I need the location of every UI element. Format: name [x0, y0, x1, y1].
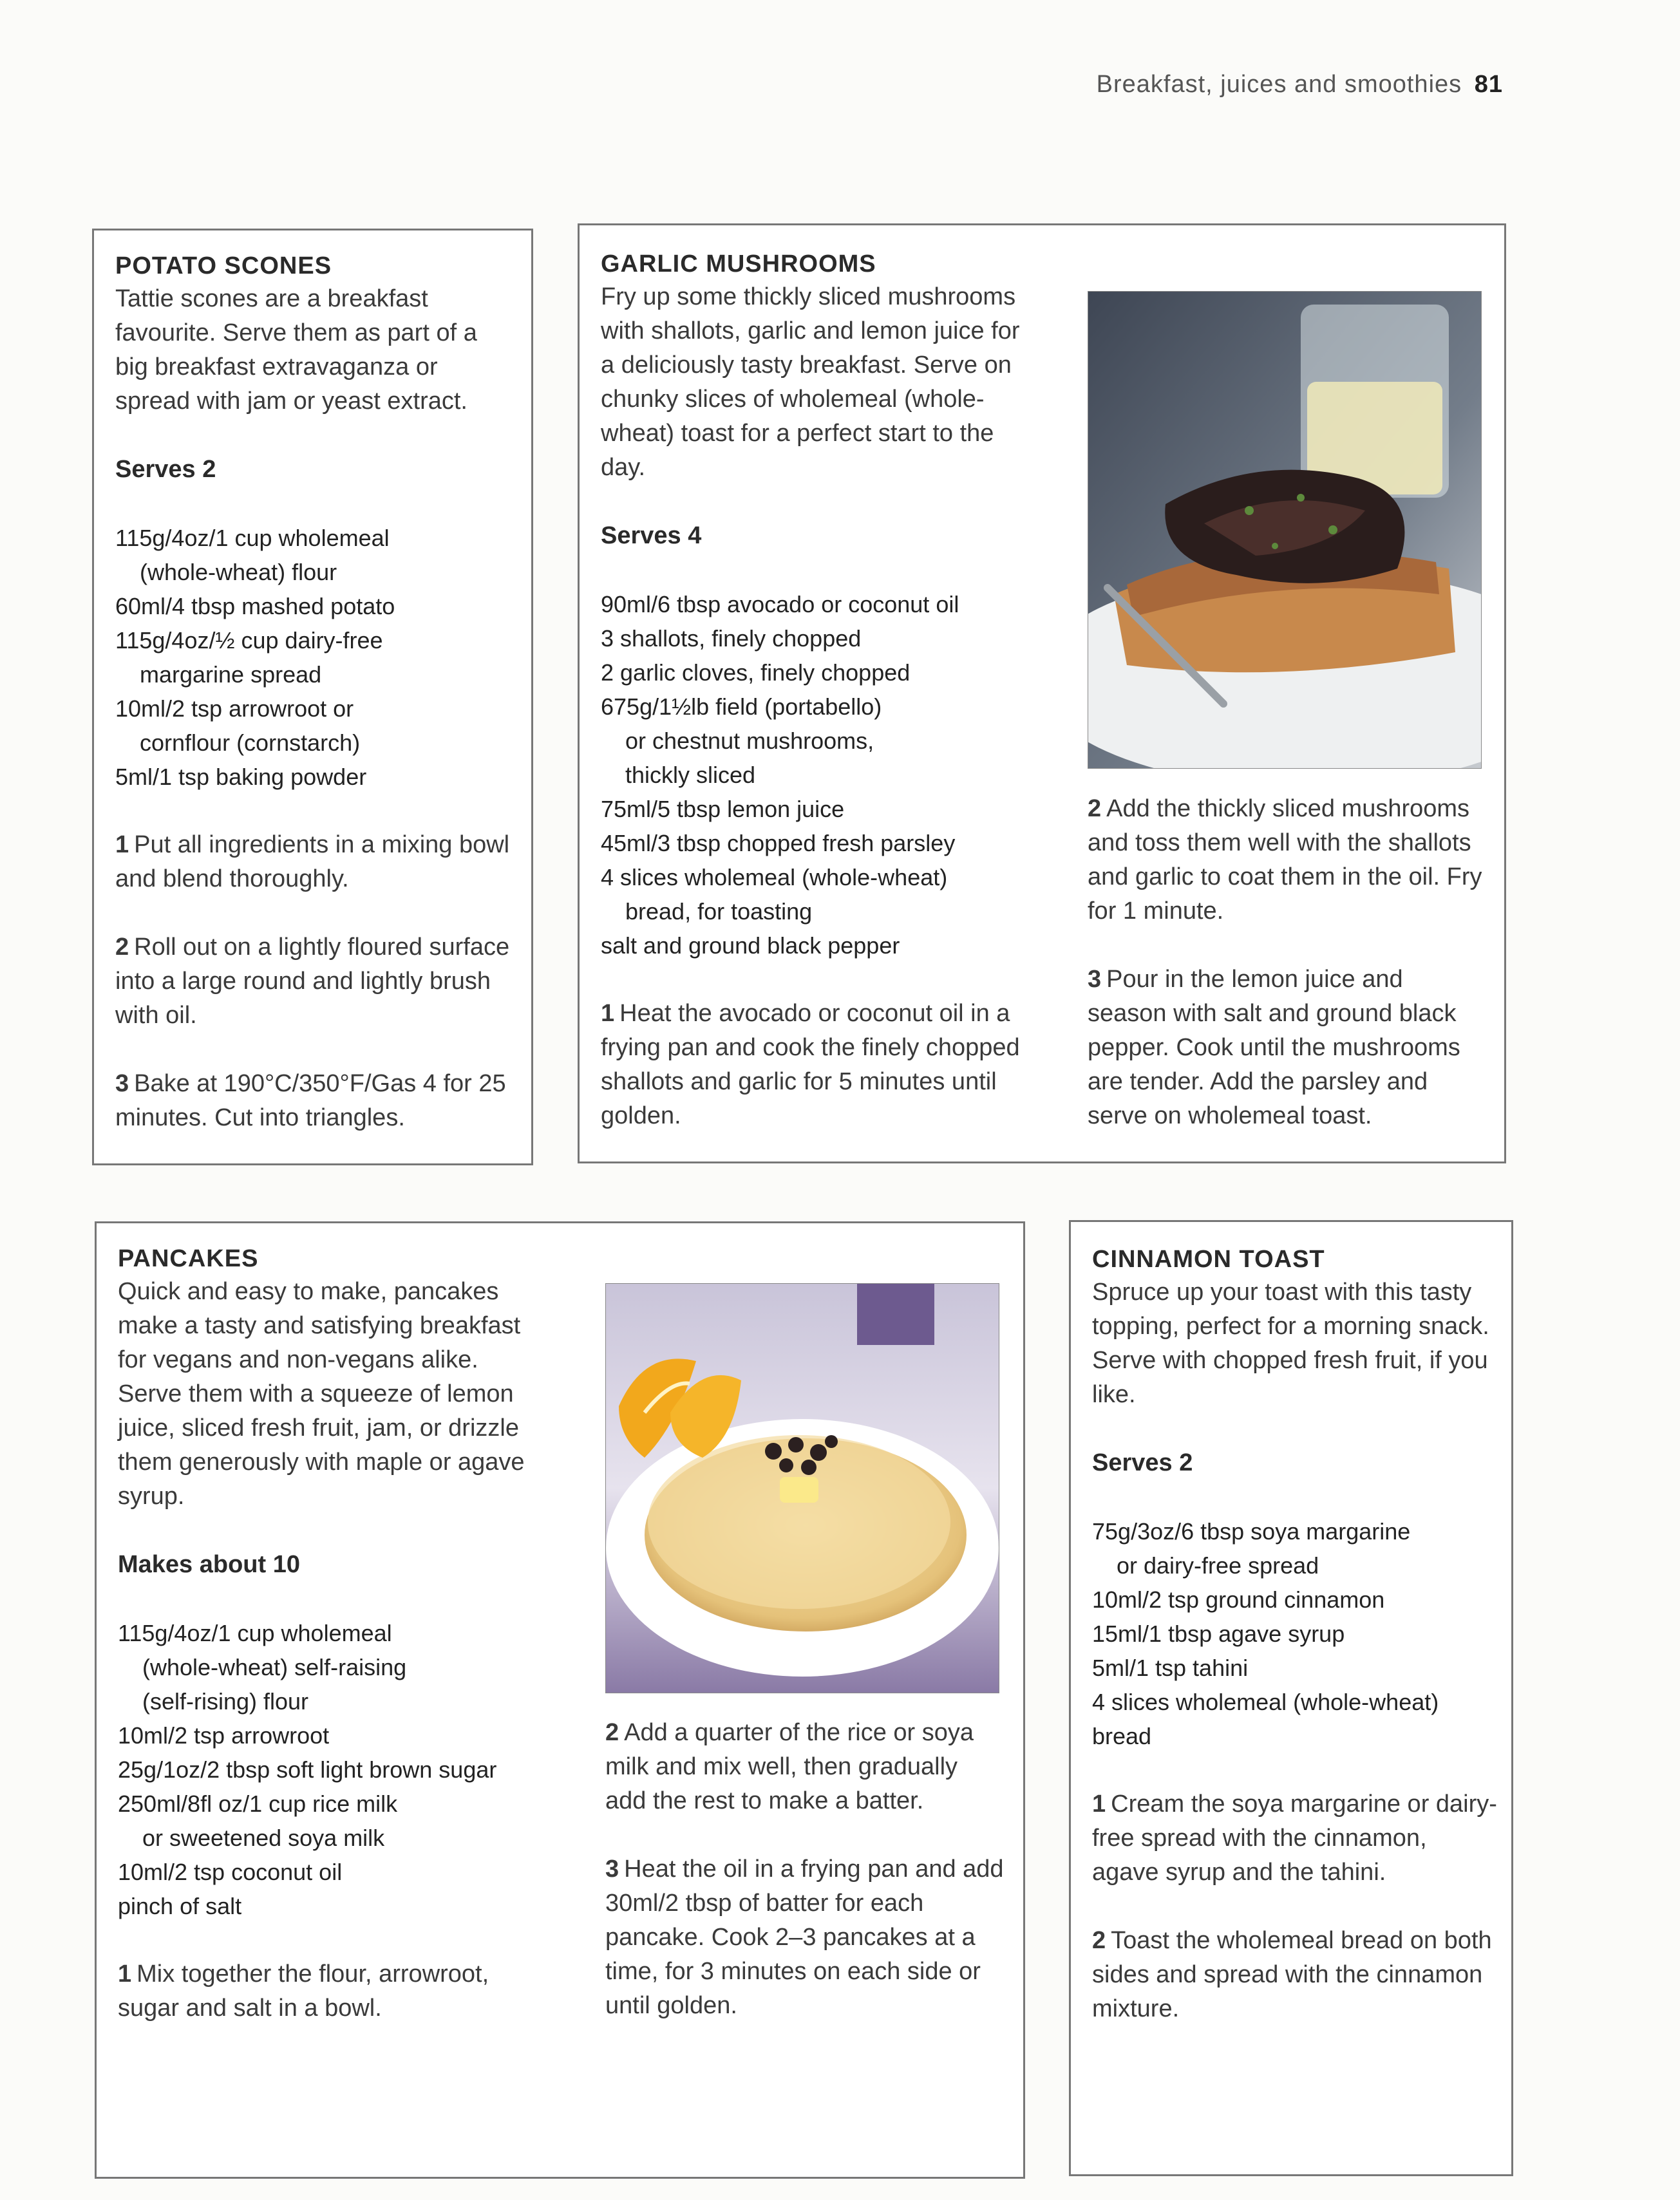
ingredient-line: 3 shallots, finely chopped [601, 625, 862, 652]
potato-scones-box [92, 229, 533, 1165]
ingredient-line: 675g/1½lb field (portabello) [601, 693, 882, 720]
pancakes-photo [605, 1283, 999, 1693]
method-step: 2 Roll out on a lightly floured surface into a large round and lightly brush with oil. [115, 934, 510, 1029]
method-step: 2 Add the thickly sliced mushrooms and toss them well with the shallots and garlic to coat them in the oil. Fry for 1 minute. [1088, 795, 1482, 925]
ingredient-line: 10ml/2 tsp coconut oil [118, 1859, 343, 1885]
recipe-yield: Serves 2 [1092, 1449, 1193, 1476]
recipe-intro: Spruce up your toast with this tasty topping, perfect for a morning snack. Serve with chopped fresh fruit, if you like. [1092, 1279, 1489, 1408]
ingredient-line: 5ml/1 tsp baking powder [115, 764, 367, 790]
ingredient-list [118, 1616, 543, 1923]
method-step: 3 Bake at 190°C/350°F/Gas 4 for 25 minutes. Cut into triangles. [115, 1070, 506, 1131]
ingredient-line: 115g/4oz/1 cup wholemeal [118, 1620, 392, 1646]
ingredient-line: or chestnut mushrooms, [625, 728, 874, 754]
method-step: 2 Toast the wholemeal bread on both sides and spread with the cinnamon mixture. [1092, 1927, 1492, 2022]
pancakes-box [95, 1221, 1025, 2179]
ingredient-line: 75ml/5 tbsp lemon juice [601, 796, 845, 822]
ingredient-line: (self-rising) flour [142, 1688, 309, 1715]
ingredient-line: 25g/1oz/2 tbsp soft light brown sugar [118, 1756, 497, 1783]
ingredient-line: 90ml/6 tbsp avocado or coconut oil [601, 591, 959, 617]
garlic-mushrooms-box [578, 223, 1506, 1163]
ingredient-line: (whole-wheat) flour [140, 559, 337, 585]
ingredient-line: thickly sliced [625, 762, 756, 788]
method-step: 3 Pour in the lemon juice and season with salt and ground black pepper. Cook until the mushrooms are tender. Add the parsley and serve on wholemeal toast. [1088, 966, 1460, 1129]
ingredient-line: cornflour (cornstarch) [140, 729, 361, 756]
garlic-mushrooms-photo [1088, 291, 1482, 769]
ingredient-line: 2 garlic cloves, finely chopped [601, 659, 911, 686]
ingredient-line: or dairy-free spread [1117, 1552, 1319, 1579]
ingredient-line: margarine spread [140, 661, 322, 688]
cinnamon-toast-box [1069, 1220, 1513, 2176]
method-step: 1 Heat the avocado or coconut oil in a frying pan and cook the finely chopped shallots and garlic for 5 minutes until golden. [601, 1000, 1020, 1129]
recipe-yield: Serves 2 [115, 456, 216, 483]
ingredient-line: 10ml/2 tsp ground cinnamon [1092, 1586, 1385, 1613]
recipe-intro: Fry up some thickly sliced mushrooms with shallots, garlic and lemon juice for a deliciously tasty breakfast. Serve on chunky slices of wholemeal (whole-wheat) toast for a perfect start to the day. [601, 283, 1020, 481]
recipe-title: CINNAMON TOAST [1092, 1246, 1325, 1273]
recipe-title: GARLIC MUSHROOMS [601, 250, 876, 277]
ingredient-line: salt and ground black pepper [601, 932, 900, 959]
ingredient-line: 60ml/4 tbsp mashed potato [115, 593, 395, 619]
recipe-intro: Quick and easy to make, pancakes make a tasty and satisfying breakfast for vegans and non-vegans alike. Serve them with a squeeze of lemon juice, sliced fresh fruit, jam, or drizzle them generously with maple or agave syrup. [118, 1278, 525, 1510]
ingredient-line: pinch of salt [118, 1893, 242, 1919]
ingredient-line: 10ml/2 tsp arrowroot [118, 1722, 330, 1749]
ingredient-list [1092, 1514, 1498, 1753]
ingredient-line: 15ml/1 tbsp agave syrup [1092, 1621, 1345, 1647]
ingredient-line: 115g/4oz/1 cup wholemeal [115, 525, 390, 551]
method-step: 1 Mix together the flour, arrowroot, sugar and salt in a bowl. [118, 1960, 489, 2022]
ingredient-line: 250ml/8fl oz/1 cup rice milk [118, 1791, 398, 1817]
ingredient-list [115, 521, 514, 794]
recipe-intro: Tattie scones are a breakfast favourite. Serve them as part of a big breakfast extravaganza or spread with jam or yeast extract. [115, 285, 477, 415]
recipe-title: POTATO SCONES [115, 252, 332, 279]
ingredient-list [601, 587, 1026, 963]
running-head [1097, 71, 1503, 99]
recipe-title: PANCAKES [118, 1245, 259, 1272]
ingredient-line: or sweetened soya milk [142, 1825, 385, 1851]
ingredient-line: 4 slices wholemeal (whole-wheat) [601, 864, 948, 890]
ingredient-line: 5ml/1 tsp tahini [1092, 1655, 1249, 1681]
method-step: 1 Cream the soya margarine or dairy-free spread with the cinnamon, agave syrup and the tahini. [1092, 1791, 1497, 1886]
recipe-yield: Serves 4 [601, 522, 702, 549]
ingredient-line: 75g/3oz/6 tbsp soya margarine [1092, 1518, 1411, 1545]
method-step: 2 Add a quarter of the rice or soya milk and mix well, then gradually add the rest to make a batter. [605, 1719, 974, 1814]
ingredient-line: 10ml/2 tsp arrowroot or [115, 695, 354, 722]
ingredient-line: 45ml/3 tbsp chopped fresh parsley [601, 830, 956, 856]
method-step: 1 Put all ingredients in a mixing bowl and blend thoroughly. [115, 831, 510, 892]
recipe-yield: Makes about 10 [118, 1551, 300, 1578]
ingredient-line: (whole-wheat) self-raising [142, 1654, 407, 1680]
ingredient-line: bread, for toasting [625, 898, 813, 925]
section-title: Breakfast, juices and smoothies [1096, 71, 1462, 98]
method-step: 3 Heat the oil in a frying pan and add 30ml/2 tbsp of batter for each pancake. Cook 2–3 pancakes at a time, for 3 minutes on each side or until golden. [605, 1856, 1004, 2019]
ingredient-line: 4 slices wholemeal (whole-wheat) bread [1092, 1689, 1439, 1749]
ingredient-line: 115g/4oz/½ cup dairy-free [115, 627, 383, 653]
page-number: 81 [1474, 71, 1503, 98]
